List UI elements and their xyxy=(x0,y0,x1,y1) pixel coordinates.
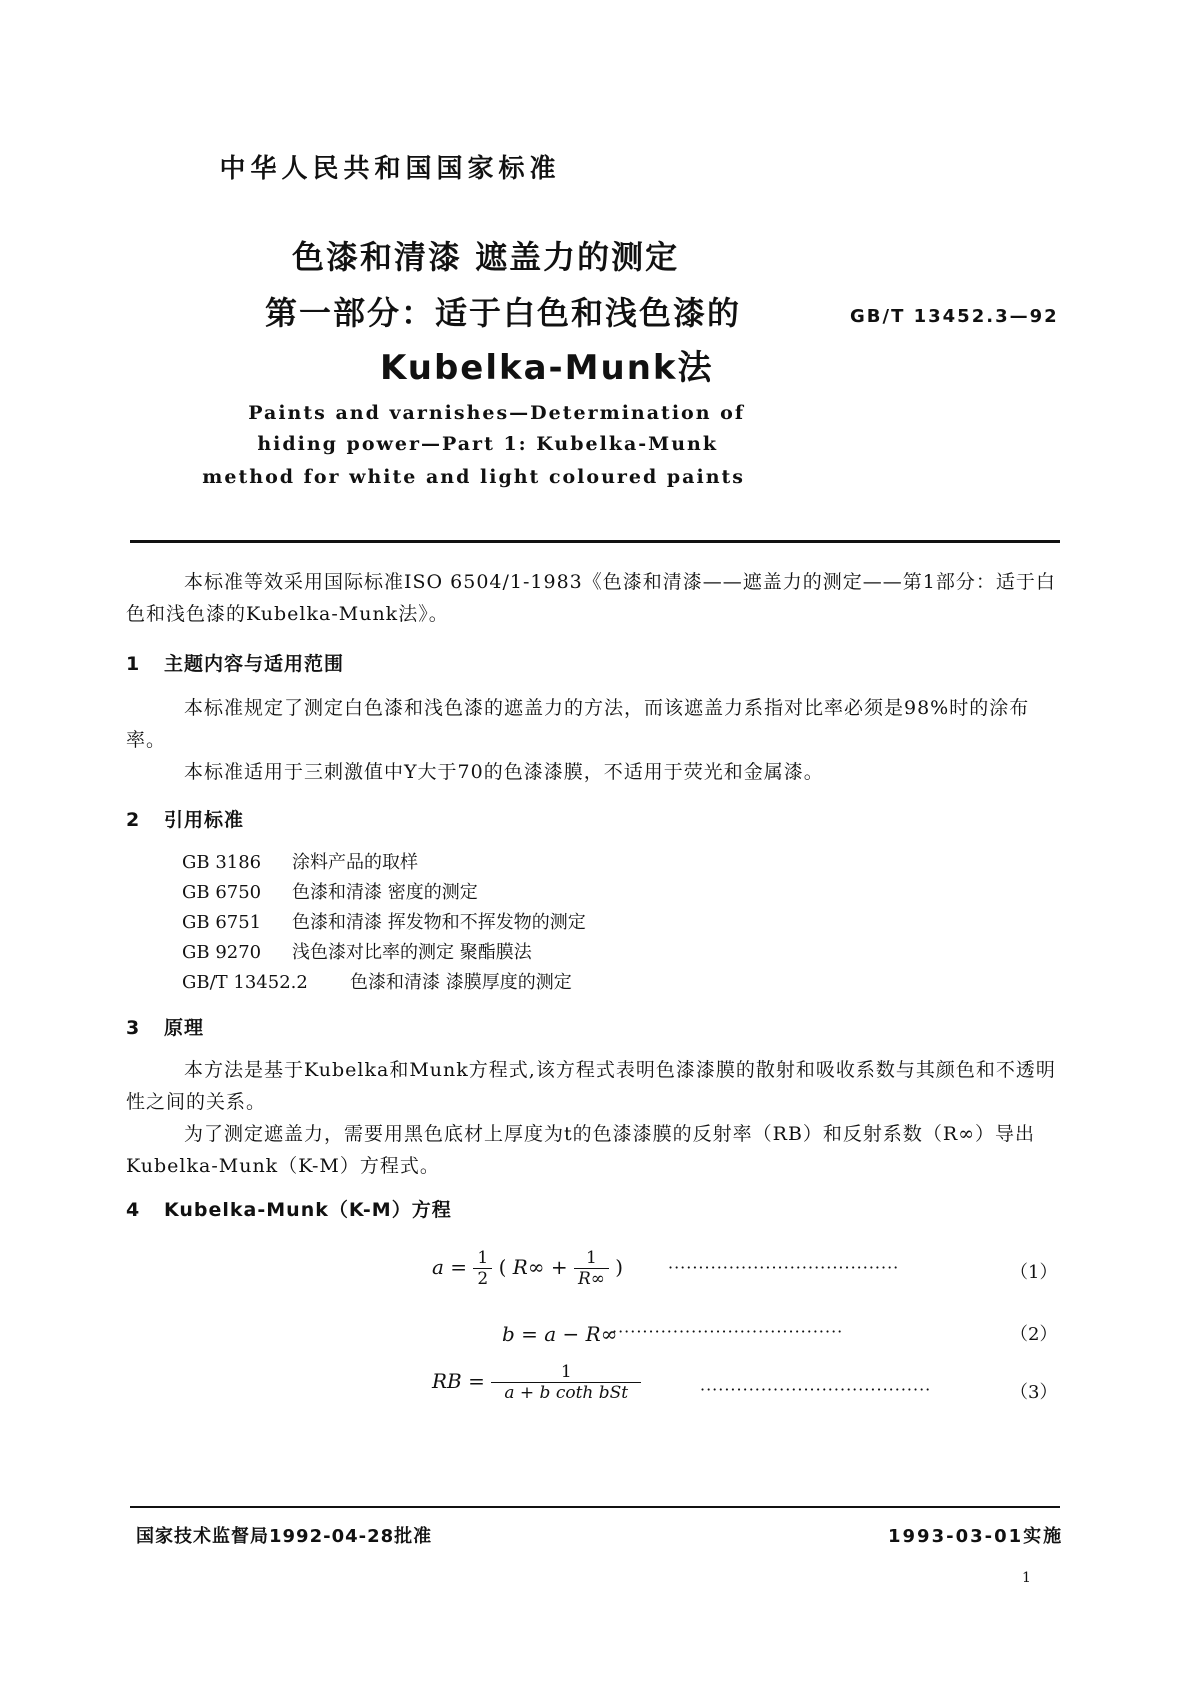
national-standard-heading: 中华人民共和国国家标准 xyxy=(219,154,561,184)
section-number: 2 xyxy=(126,809,141,831)
reference-name: 色漆和清漆 漆膜厚度的测定 xyxy=(350,972,572,993)
section-number: 3 xyxy=(126,1017,141,1039)
section-3-paragraph-1: 本方法是基于Kubelka和Munk方程式,该方程式表明色漆漆膜的散射和吸收系数与其颜色和不透明性之间的关系。 xyxy=(126,1059,1056,1113)
section-1-paragraph-1: 本标准规定了测定白色漆和浅色漆的遮盖力的方法，而该遮盖力系指对比率必须是98%时的涂布率。 xyxy=(126,697,1030,751)
title-zh-line2: 第一部分：适于白色和浅色漆的 xyxy=(265,294,742,332)
reference-item xyxy=(182,938,532,964)
title-en-line1: Paints and varnishes—Determination of xyxy=(248,402,745,424)
effective-date: 1993-03-01实施 xyxy=(888,1526,1064,1547)
reference-code: GB 6750 xyxy=(182,882,262,903)
intro-paragraph: 本标准等效采用国际标准ISO 6504/1-1983《色漆和清漆——遮盖力的测定——第1部分：适于白色和浅色漆的Kubelka-Munk法》。 xyxy=(126,571,1056,625)
footer-divider xyxy=(130,1506,1060,1508)
eq1-frac-num: 1 xyxy=(574,1248,609,1269)
reference-item xyxy=(182,878,478,904)
section-title: 原理 xyxy=(164,1017,205,1039)
eq2-leader-dots: ······································ xyxy=(612,1322,844,1341)
header-divider xyxy=(130,540,1060,543)
eq1-frac-den: R∞ xyxy=(577,1269,605,1289)
title-zh-line3: Kubelka-Munk法 xyxy=(380,348,714,388)
section-4-heading xyxy=(126,1194,1056,1226)
eq1-leader-dots: ······································ xyxy=(668,1258,900,1277)
reference-name: 色漆和清漆 密度的测定 xyxy=(292,882,478,903)
title-en-line3: method for white and light coloured paints xyxy=(202,466,745,488)
section-1-heading xyxy=(126,648,1056,680)
eq2-label: （2） xyxy=(1010,1324,1058,1345)
eq1-coef-den: 2 xyxy=(477,1269,489,1289)
reference-name: 色漆和清漆 挥发物和不挥发物的测定 xyxy=(292,912,586,933)
eq1-label: （1） xyxy=(1010,1262,1058,1283)
section-2-heading xyxy=(126,804,1056,836)
eq1-close-paren: ) xyxy=(615,1255,624,1279)
title-en-line2: hiding power—Part 1: Kubelka-Munk xyxy=(257,433,718,455)
eq1-fraction xyxy=(574,1248,609,1289)
reference-code: GB 9270 xyxy=(182,942,262,963)
reference-code: GB 3186 xyxy=(182,852,262,873)
eq1-term: R∞ xyxy=(512,1255,545,1279)
section-number: 4 xyxy=(126,1199,141,1221)
reference-item xyxy=(182,968,572,994)
eq1-lhs: a = xyxy=(432,1255,468,1279)
reference-name: 浅色漆对比率的测定 聚酯膜法 xyxy=(292,942,532,963)
approval-date: 国家技术监督局1992-04-28批准 xyxy=(136,1526,433,1547)
eq1-open-paren: ( xyxy=(498,1255,507,1279)
reference-name: 涂料产品的取样 xyxy=(292,852,418,873)
equation-1 xyxy=(432,1248,623,1289)
section-title: 主题内容与适用范围 xyxy=(164,653,345,675)
eq3-den: a + b coth bSt xyxy=(504,1383,629,1403)
reference-item xyxy=(182,848,418,874)
eq1-coefficient xyxy=(473,1248,492,1289)
title-zh-line1: 色漆和清漆 遮盖力的测定 xyxy=(292,238,680,276)
section-3-heading xyxy=(126,1012,1056,1044)
eq1-coef-num: 1 xyxy=(473,1248,492,1269)
eq3-num: 1 xyxy=(491,1362,641,1383)
section-title: Kubelka-Munk（K-M）方程 xyxy=(164,1199,452,1221)
standard-number: GB/T 13452.3—92 xyxy=(850,306,1059,327)
eq3-fraction xyxy=(491,1362,641,1403)
eq1-plus: + xyxy=(550,1255,568,1279)
reference-item xyxy=(182,908,586,934)
reference-code: GB 6751 xyxy=(182,912,262,933)
eq3-lhs: RB = xyxy=(432,1369,485,1393)
page-number: 1 xyxy=(1022,1570,1031,1586)
eq3-label: （3） xyxy=(1010,1382,1058,1403)
equation-3 xyxy=(432,1362,641,1403)
section-1-paragraph-2: 本标准适用于三刺激值中Y大于70的色漆漆膜，不适用于荧光和金属漆。 xyxy=(184,761,824,783)
reference-code: GB/T 13452.2 xyxy=(182,972,308,993)
equation-2: b = a − R∞ xyxy=(502,1322,618,1346)
section-3-paragraph-2: 为了测定遮盖力，需要用黑色底材上厚度为t的色漆漆膜的反射率（RB）和反射系数（R∞）导出Kubelka-Munk（K-M）方程式。 xyxy=(126,1123,1036,1177)
section-number: 1 xyxy=(126,653,141,675)
section-title: 引用标准 xyxy=(164,809,245,831)
eq3-leader-dots: ······································ xyxy=(700,1380,932,1399)
